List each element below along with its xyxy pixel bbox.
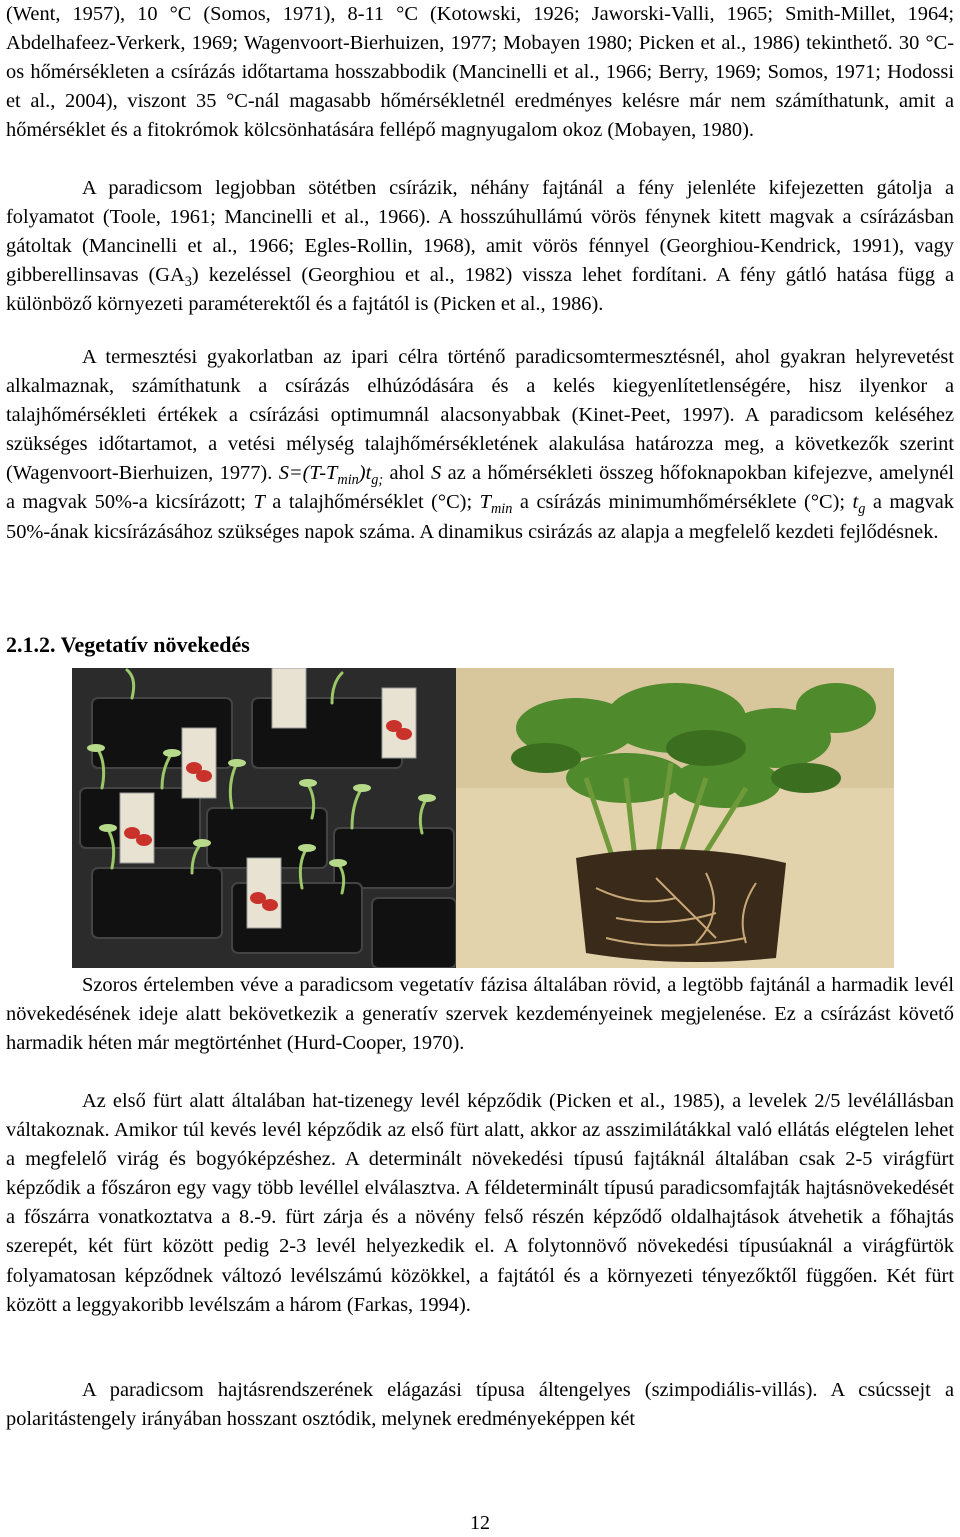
seedling-tray-photo xyxy=(72,668,456,968)
paragraph-text: az a hőmérsékleti összeg hőfoknapokban kifejezve, amelynél a magvak 50%-a kicsírázott; xyxy=(6,462,954,514)
paragraph-light-germination xyxy=(6,174,954,319)
paragraph-text: Az első fürt alatt általában hat-tizenegy levél képződik (Picken et al., 1985), a levelek 2/5 levélállásban váltakoznak. Amikor túl kevés levél képződik az első fürt alatt, akkor az asszimilátákkal való ellátás elégtelen lehet a megfelelő virág és bogyóképzéshez. A determinált növekedési típusú fajtáknál általában csak 2-5 virágfürt képződik a főszáron egy vagy több levéllel elválasztva. A féldeterminált típusú paradicsomfajták hajtásnövekedését a főszárra vonatkoztatva a 8.-9. fürt zárja és a növény felső részén képződő oldalhajtások átvehetik a főhajtás szerepét, két fürt között pedig 2-3 levél helyezkedik el. A folytonnövő növekedési típusúaknál a virágfürtök folyamatosan képződnek változó levélszámú közökkel, a fajtától és a környezeti tényezőktől függően. Két fürt között a leggyakoribb levélszám a három (Farkas, 1994). xyxy=(6,1090,954,1316)
formula-subscript: min xyxy=(337,472,359,489)
paragraph-field-practice xyxy=(6,343,954,547)
variable-letter: T xyxy=(479,491,491,514)
figure-tomato-seedlings xyxy=(72,668,894,968)
formula xyxy=(278,462,384,489)
variable-tmin xyxy=(479,491,513,518)
variable-s: S xyxy=(431,462,442,485)
variable-t: T xyxy=(253,491,265,514)
variable-subscript: min xyxy=(491,501,513,518)
formula-subscript: g; xyxy=(371,472,384,489)
paragraph-text: A paradicsom hajtásrendszerének elágazási típusa áltengelyes (szimpodiális-villás). A csúcssejt a polaritástengely irányában hosszant osztódik, melynek eredményeképpen két xyxy=(6,1379,954,1431)
paragraph-first-truss xyxy=(6,1087,954,1320)
variable-subscript: g xyxy=(858,501,866,518)
paragraph-text: (Went, 1957), 10 °C (Somos, 1971), 8-11 °C (Kotowski, 1926; Jaworski-Valli, 1965; Smith-Millet, 1964; Abdelhafeez-Verkerk, 1969; Wagenvoort-Bierhuizen, 1977; Mobayen 1980; Picken et al., 1986) tekinthető. 30 °C-os hőmérsékleten a csírázás időtartama hosszabbodik (Mancinelli et al., 1966; Berry, 1969; Somos, 1971; Hodossi et al., 2004), viszont 35 °C-nál magasabb hőmérsékletnél eredményes kelésre már nem számíthatunk, amit a hőmérséklet és a fitokrómok kölcsönhatására fellépő magnyugalom okoz (Mobayen, 1980). xyxy=(6,3,954,142)
paragraph-text: A paradicsom legjobban sötétben csírázik, néhány fajtánál a fény jelenléte kifejezetten gátolja a folyamatot (Toole, 1961; Mancinelli et al., 1966). A hosszúhullámú vörös fénynek kitett magvak a csírázásban gátoltak (Mancinelli et al., 1966; Egles-Rollin, 1968), amit vörös fénnyel (Georghiou-Kendrick, 1991), vagy gibberellinsavas (GA xyxy=(6,177,954,287)
paragraph-text: a magvak 50%-ának kicsírázásához szükséges napok száma. A dinamikus csirázás az alapja a megfelelő kezdeti fejlődésnek. xyxy=(6,491,954,543)
section-heading: 2.1.2. Vegetatív növekedés xyxy=(6,632,250,657)
paragraph-text: a talajhőmérséklet (°C); xyxy=(264,491,480,514)
formula-part: )t xyxy=(358,462,372,485)
paragraph-text: ahol xyxy=(383,462,431,485)
paragraph-text: Szoros értelemben véve a paradicsom vegetatív fázisa általában rövid, a legtöbb fajtánál a harmadik levél növekedésének ideje alatt bekövetkezik a generatív szervek kezdeményeinek megjelenése. Ez a csírázást követő harmadik héten már megtörténhet (Hurd-Cooper, 1970). xyxy=(6,974,954,1055)
paragraph-text: ) kezeléssel (Georghiou et al., 1982) vissza lehet fordítani. A fény gátló hatása függ a különböző környezeti paraméterektől és a fajtától is (Picken et al., 1986). xyxy=(6,264,954,316)
paragraph-text: A termesztési gyakorlatban az ipari célra történő paradicsomtermesztésnél, ahol gyakran helyrevetést alkalmaznak, számíthatunk a csírázás elhúzódására és a kelés kiegyenlítetlenségére, hisz ilyenkor a talajhőmérsékleti értékek a csírázási optimumnál alacsonyabbak (Kinet-Peet, 1997). A paradicsom keléséhez szükséges időtartamot, a vetési mélység talajhőmérsékletének alakulása határozza meg, a következők szerint (Wagenvoort-Bierhuizen, 1977). xyxy=(6,346,954,485)
variable-letter: t xyxy=(852,491,859,514)
variable-tg xyxy=(852,491,866,518)
seedling-root-photo xyxy=(456,668,894,968)
paragraph-text: a csírázás minimumhőmérséklete (°C); xyxy=(512,491,853,514)
paragraph-branching-type xyxy=(6,1376,954,1434)
paragraph-germination-temperature xyxy=(6,0,954,145)
formula-part: S=(T-T xyxy=(278,462,338,485)
paragraph-vegetative-phase xyxy=(6,971,954,1058)
subscript: 3 xyxy=(184,274,192,291)
page-number: 12 xyxy=(470,1512,490,1534)
